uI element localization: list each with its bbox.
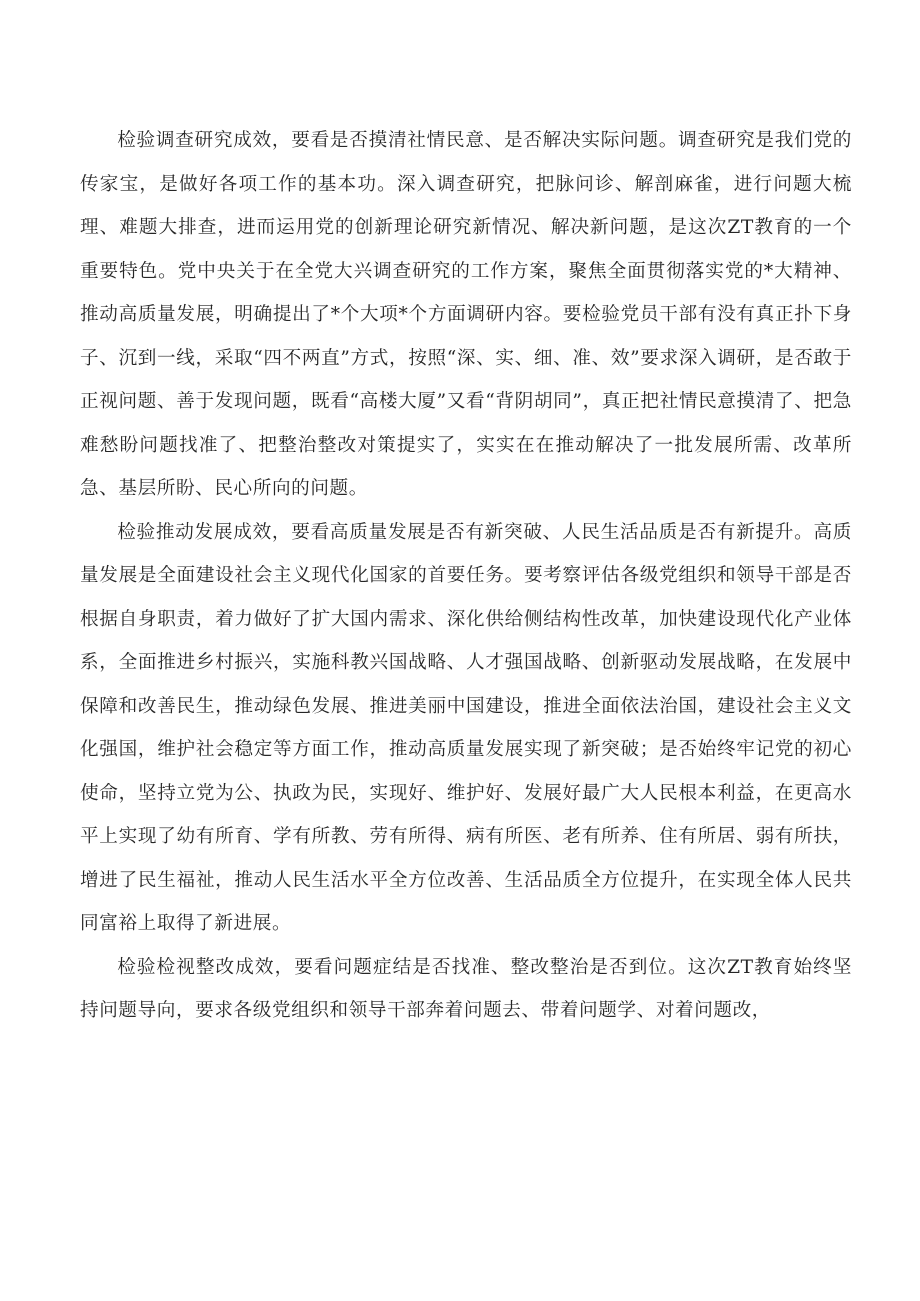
paragraph-development-effectiveness: 检验推动发展成效，要看高质量发展是否有新突破、人民生活品质是否有新提升。高质量发展是全面建设社会主义现代化国家的首要任务。要考察评估各级党组织和领导干部是否根据自身职责，着力做好了扩大国内需求、深化供给侧结构性改革，加快建设现代化产业体系，全面推进乡村振兴，实施科教兴国战略、人才强国战略、创新驱动发展战略，在发展中保障和改善民生，推动绿色发展、推进美丽中国建设，推进全面依法治国，建设社会主义文化强国，维护社会稳定等方面工作，推动高质量发展实现了新突破；是否始终牢记党的初心使命，坚持立党为公、执政为民，实现好、维护好、发展好最广大人民根本利益，在更高水平上实现了幼有所育、学有所教、劳有所得、病有所医、老有所养、住有所居、弱有所扶，增进了民生福祉，推动人民生活水平全方位改善、生活品质全方位提升，在实现全体人民共同富裕上取得了新进展。 bbox=[80, 521, 852, 934]
paragraph-rectification-effectiveness: 检验检视整改成效，要看问题症结是否找准、整改整治是否到位。这次ZT教育始终坚持问题导向，要求各级党组织和领导干部奔着问题去、带着问题学、对着问题改， bbox=[80, 956, 852, 1021]
document-body bbox=[80, 119, 852, 1033]
paragraph-research-effectiveness: 检验调查研究成效，要看是否摸清社情民意、是否解决实际问题。调查研究是我们党的传家宝，是做好各项工作的基本功。深入调查研究，把脉问诊、解剖麻雀，进行问题大梳理、难题大排查，进而运用党的创新理论研究新情况、解决新问题，是这次ZT教育的一个重要特色。党中央关于在全党大兴调查研究的工作方案，聚焦全面贯彻落实党的*大精神、推动高质量发展，明确提出了*个大项*个方面调研内容。要检验党员干部有没有真正扑下身子、沉到一线，采取“四不两直”方式，按照“深、实、细、准、效”要求深入调研，是否敢于正视问题、善于发现问题，既看“高楼大厦”又看“背阴胡同”，真正把社情民意摸清了、把急难愁盼问题找准了、把整治整改对策提实了，实实在在推动解决了一批发展所需、改革所急、基层所盼、民心所向的问题。 bbox=[80, 130, 852, 499]
